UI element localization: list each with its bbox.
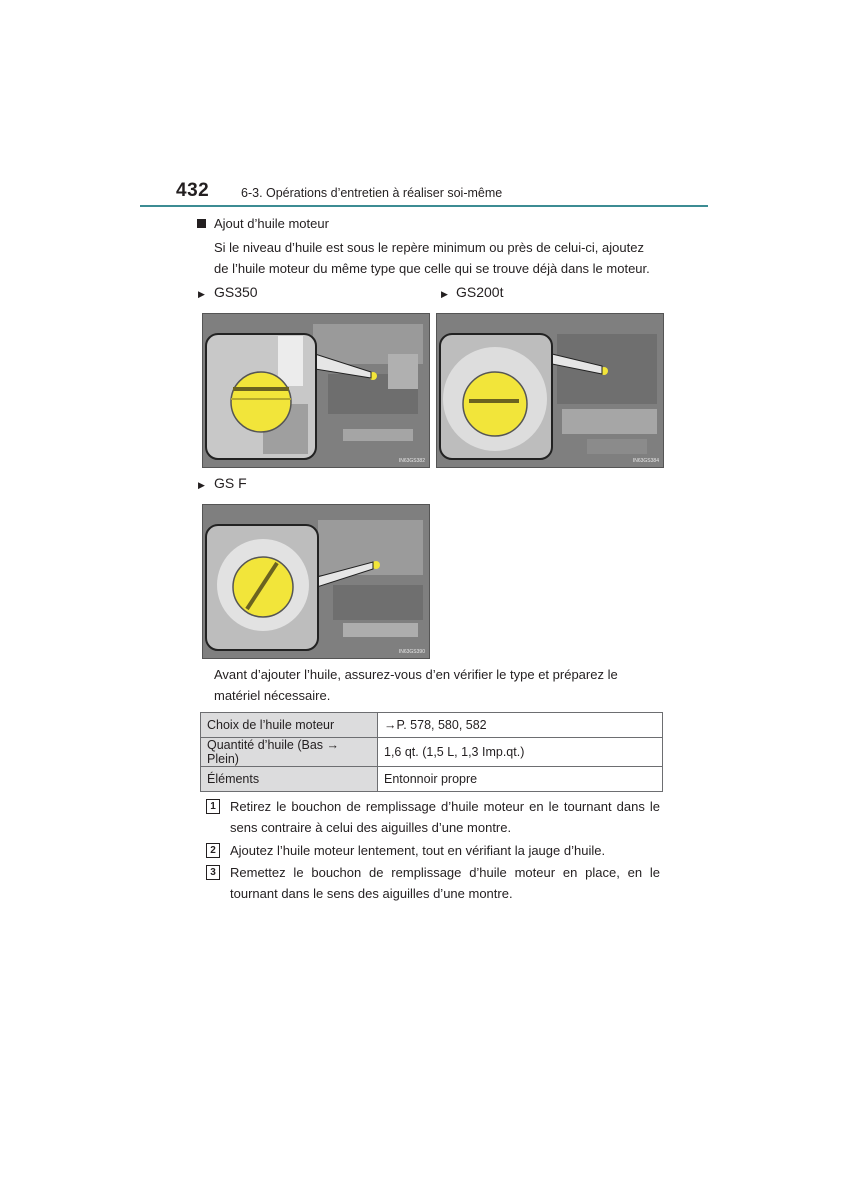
table-row bbox=[201, 738, 663, 767]
section-title: 6-3. Opérations d’entretien à réaliser soi-même bbox=[241, 186, 503, 200]
triangle-arrow-icon: ▶ bbox=[198, 289, 205, 299]
table-value-cell: 1,6 qt. (1,5 L, 1,3 Imp.qt.) bbox=[378, 738, 663, 767]
step-number-badge: 1 bbox=[206, 799, 220, 814]
model-label-gs200t: GS200t bbox=[456, 284, 504, 300]
model-label-gsf: GS F bbox=[214, 475, 247, 491]
triangle-arrow-icon: ▶ bbox=[441, 289, 448, 299]
step-number-badge: 3 bbox=[206, 865, 220, 880]
model-label-gs350: GS350 bbox=[214, 284, 258, 300]
step-number-badge: 2 bbox=[206, 843, 220, 858]
step-text: Retirez le bouchon de remplissage d’huile moteur en le tournant dans le sens contraire à celui des aiguilles d’une montre. bbox=[230, 799, 660, 835]
table-row bbox=[201, 767, 663, 792]
photo-code-gs350: IN63GS382 bbox=[398, 458, 425, 464]
engine-photo-gs200t bbox=[436, 313, 664, 468]
oil-info-table bbox=[200, 712, 663, 792]
intro-paragraph: Si le niveau d’huile est sous le repère minimum ou près de celui-ci, ajoutez de l’huile moteur du même type que celle qui se trouve déjà dans le moteur. bbox=[214, 240, 650, 276]
triangle-arrow-icon: ▶ bbox=[198, 480, 205, 490]
table-key-cell: Choix de l’huile moteur bbox=[201, 713, 378, 738]
table-key-cell: Éléments bbox=[201, 767, 378, 792]
table-row bbox=[201, 713, 663, 738]
table-key-cell: Quantité d’huile (Bas → Plein) bbox=[201, 738, 378, 767]
photo-code-gs200t: IN63GS384 bbox=[632, 458, 659, 464]
engine-photo-gs350 bbox=[202, 313, 430, 468]
header-rule bbox=[140, 205, 708, 207]
page-number: 432 bbox=[176, 180, 210, 201]
engine-photo-gsf bbox=[202, 504, 430, 659]
table-value-cell: Entonnoir propre bbox=[378, 767, 663, 792]
step-text: Remettez le bouchon de remplissage d’huile moteur en place, en le tournant dans le sens des aiguilles d’une montre. bbox=[230, 865, 660, 901]
table-value-cell: →P. 578, 580, 582 bbox=[378, 713, 663, 738]
pre-table-paragraph: Avant d’ajouter l’huile, assurez-vous d’en vérifier le type et préparez le matériel nécessaire. bbox=[214, 667, 618, 703]
step-text: Ajoutez l’huile moteur lentement, tout en vérifiant la jauge d’huile. bbox=[230, 843, 606, 858]
photo-code-gsf: IN63GS390 bbox=[398, 649, 425, 655]
subsection-title: Ajout d’huile moteur bbox=[214, 216, 329, 231]
square-bullet-icon bbox=[197, 219, 206, 228]
